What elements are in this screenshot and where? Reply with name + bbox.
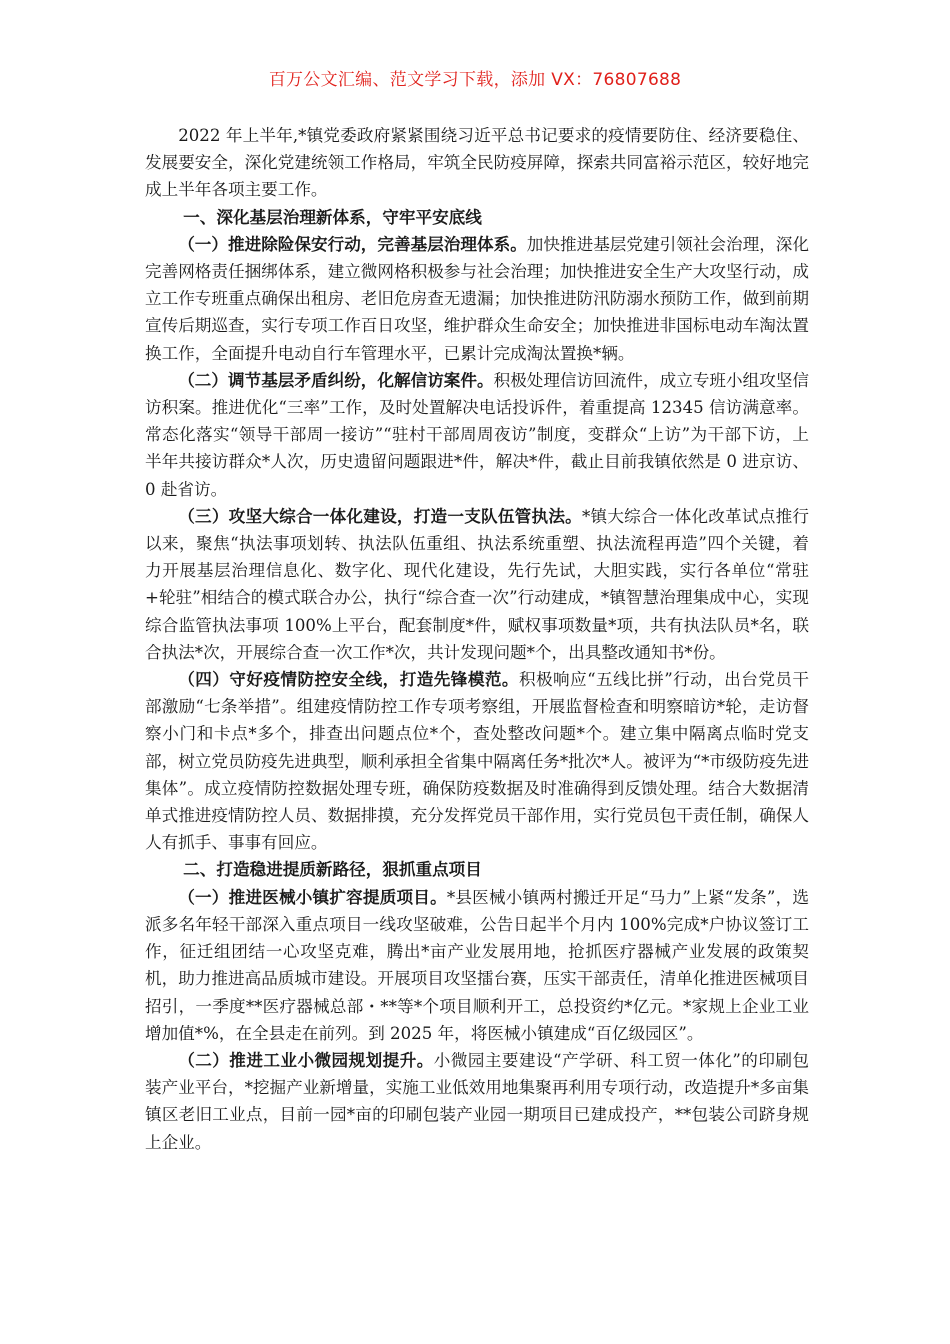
item-lead: （一）推进除险保安行动，完善基层治理体系。 <box>178 233 527 254</box>
intro-paragraph: 2022 年上半年,*镇党委政府紧紧围绕习近平总书记要求的疫情要防住、经济要稳住、发展要安全，深化党建统领工作格局，牢筑全民防疫屏障，探索共同富裕示范区，较好地完成上半年各项主要工作。 <box>145 126 809 200</box>
item-body: 积极处理信访回流件，成立专班小组攻坚信访积案。推进优化“三率”工作，及时处置解决电话投诉件，着重提高 12345 信访满意率。常态化落实“领导干部周一接访”“驻村干部周周夜访”制度，变群众“上访”为干部下访，上半年共接访群众*人次，历史遗留问题跟进*件，解决*件，截止目前我镇依然是 0 进京访、0 赴省访。 <box>145 370 810 499</box>
section-2-item-2 <box>145 1047 809 1156</box>
item-body: *镇大综合一体化改革试点推行以来，聚焦“执法事项划转、执法队伍重组、执法系统重塑、执法流程再造”四个关键，着力开展基层治理信息化、数字化、现代化建设，先行先试，大胆实践，实行各单位“常驻+轮驻”相结合的模式联合办公，执行“综合查一次”行动建成，*镇智慧治理集成中心，实现综合监管执法事项 100%上平台，配套制度*件，赋权事项数量*项，共有执法队员*名，联合执法*次，开展综合查一次工作*次，共计发现问题*个，出具整改通知书*份。 <box>145 506 810 662</box>
item-body: 积极响应“五线比拼”行动，出台党员干部激励“七条举措”。组建疫情防控工作专项考察组，开展监督检查和明察暗访*轮，走访督察小门和卡点*多个，排查出问题点位*个，查处整改问题*个。建立集中隔离点临时党支部，树立党员防疫先进典型，顺利承担全省集中隔离任务*批次*人。被评为“*市级防疫先进集体”。成立疫情防控数据处理专班，确保防疫数据及时准确得到反馈处理。结合大数据清单式推进疫情防控人员、数据排摸，充分发挥党员干部作用，实行党员包干责任制，确保人人有抓手、事事有回应。 <box>145 670 810 853</box>
section-1-heading: 一、深化基层治理新体系，守牢平安底线 <box>183 206 482 227</box>
item-lead: （四）守好疫情防控安全线，打造先锋模范。 <box>178 669 519 690</box>
section-1-item-4 <box>145 666 809 856</box>
section-1-item-1 <box>145 231 809 367</box>
item-body: 加快推进基层党建引领社会治理，深化完善网格责任捆绑体系，建立微网格积极参与社会治理；加快推进安全生产大攻坚行动，成立工作专班重点确保出租房、老旧危房查无遗漏；加快推进防汛防溺水预防工作，做到前期宣传后期巡查，实行专项工作百日攻坚，维护群众生命安全；加快推进非国标电动车淘汰置换工作，全面提升电动自行车管理水平，已累计完成淘汰置换*辆。 <box>145 234 809 363</box>
item-lead: （一）推进医械小镇扩容提质项目。 <box>178 886 447 907</box>
item-body: *县医械小镇两村搬迁开足“马力”上紧“发条”，选派多名年轻干部深入重点项目一线攻坚破难，公告日起半个月内 100%完成*户协议签订工作，征迁组团结一心攻坚克难，腾出*亩产业发展用地，抢抓医疗器械产业发展的政策契机，助力推进高品质城市建设。开展项目攻坚擂台赛，压实干部责任，清单化推进医械项目招引，一季度**医疗器械总部・**等*个项目顺利开工，总投资约*亿元。*家规上企业工业增加值*%，在全县走在前列。到 2025 年，将医械小镇建成“百亿级园区”。 <box>145 887 809 1043</box>
watermark-banner: 百万公文汇编、范文学习下载，添加 VX：76807688 <box>268 70 682 90</box>
section-1-item-2 <box>145 367 809 503</box>
item-lead: （二）调节基层矛盾纠纷，化解信访案件。 <box>178 369 494 390</box>
section-2-heading: 二、打造稳进提质新路径，狠抓重点项目 <box>183 859 482 880</box>
item-lead: （三）攻坚大综合一体化建设，打造一支队伍管执法。 <box>178 505 582 526</box>
item-lead: （二）推进工业小微园规划提升。 <box>178 1049 434 1070</box>
item-body: 小微园主要建设“产学研、科工贸一体化”的印刷包装产业平台，*挖掘产业新增量，实施工业低效用地集聚再利用专项行动，改造提升*多亩集镇区老旧工业点，目前一园*亩的印刷包装产业园一期项目已建成投产，**包装公司跻身规上企业。 <box>145 1050 810 1152</box>
section-1-item-3 <box>145 503 809 666</box>
section-2-item-1 <box>145 884 809 1047</box>
document-body <box>145 122 809 1156</box>
